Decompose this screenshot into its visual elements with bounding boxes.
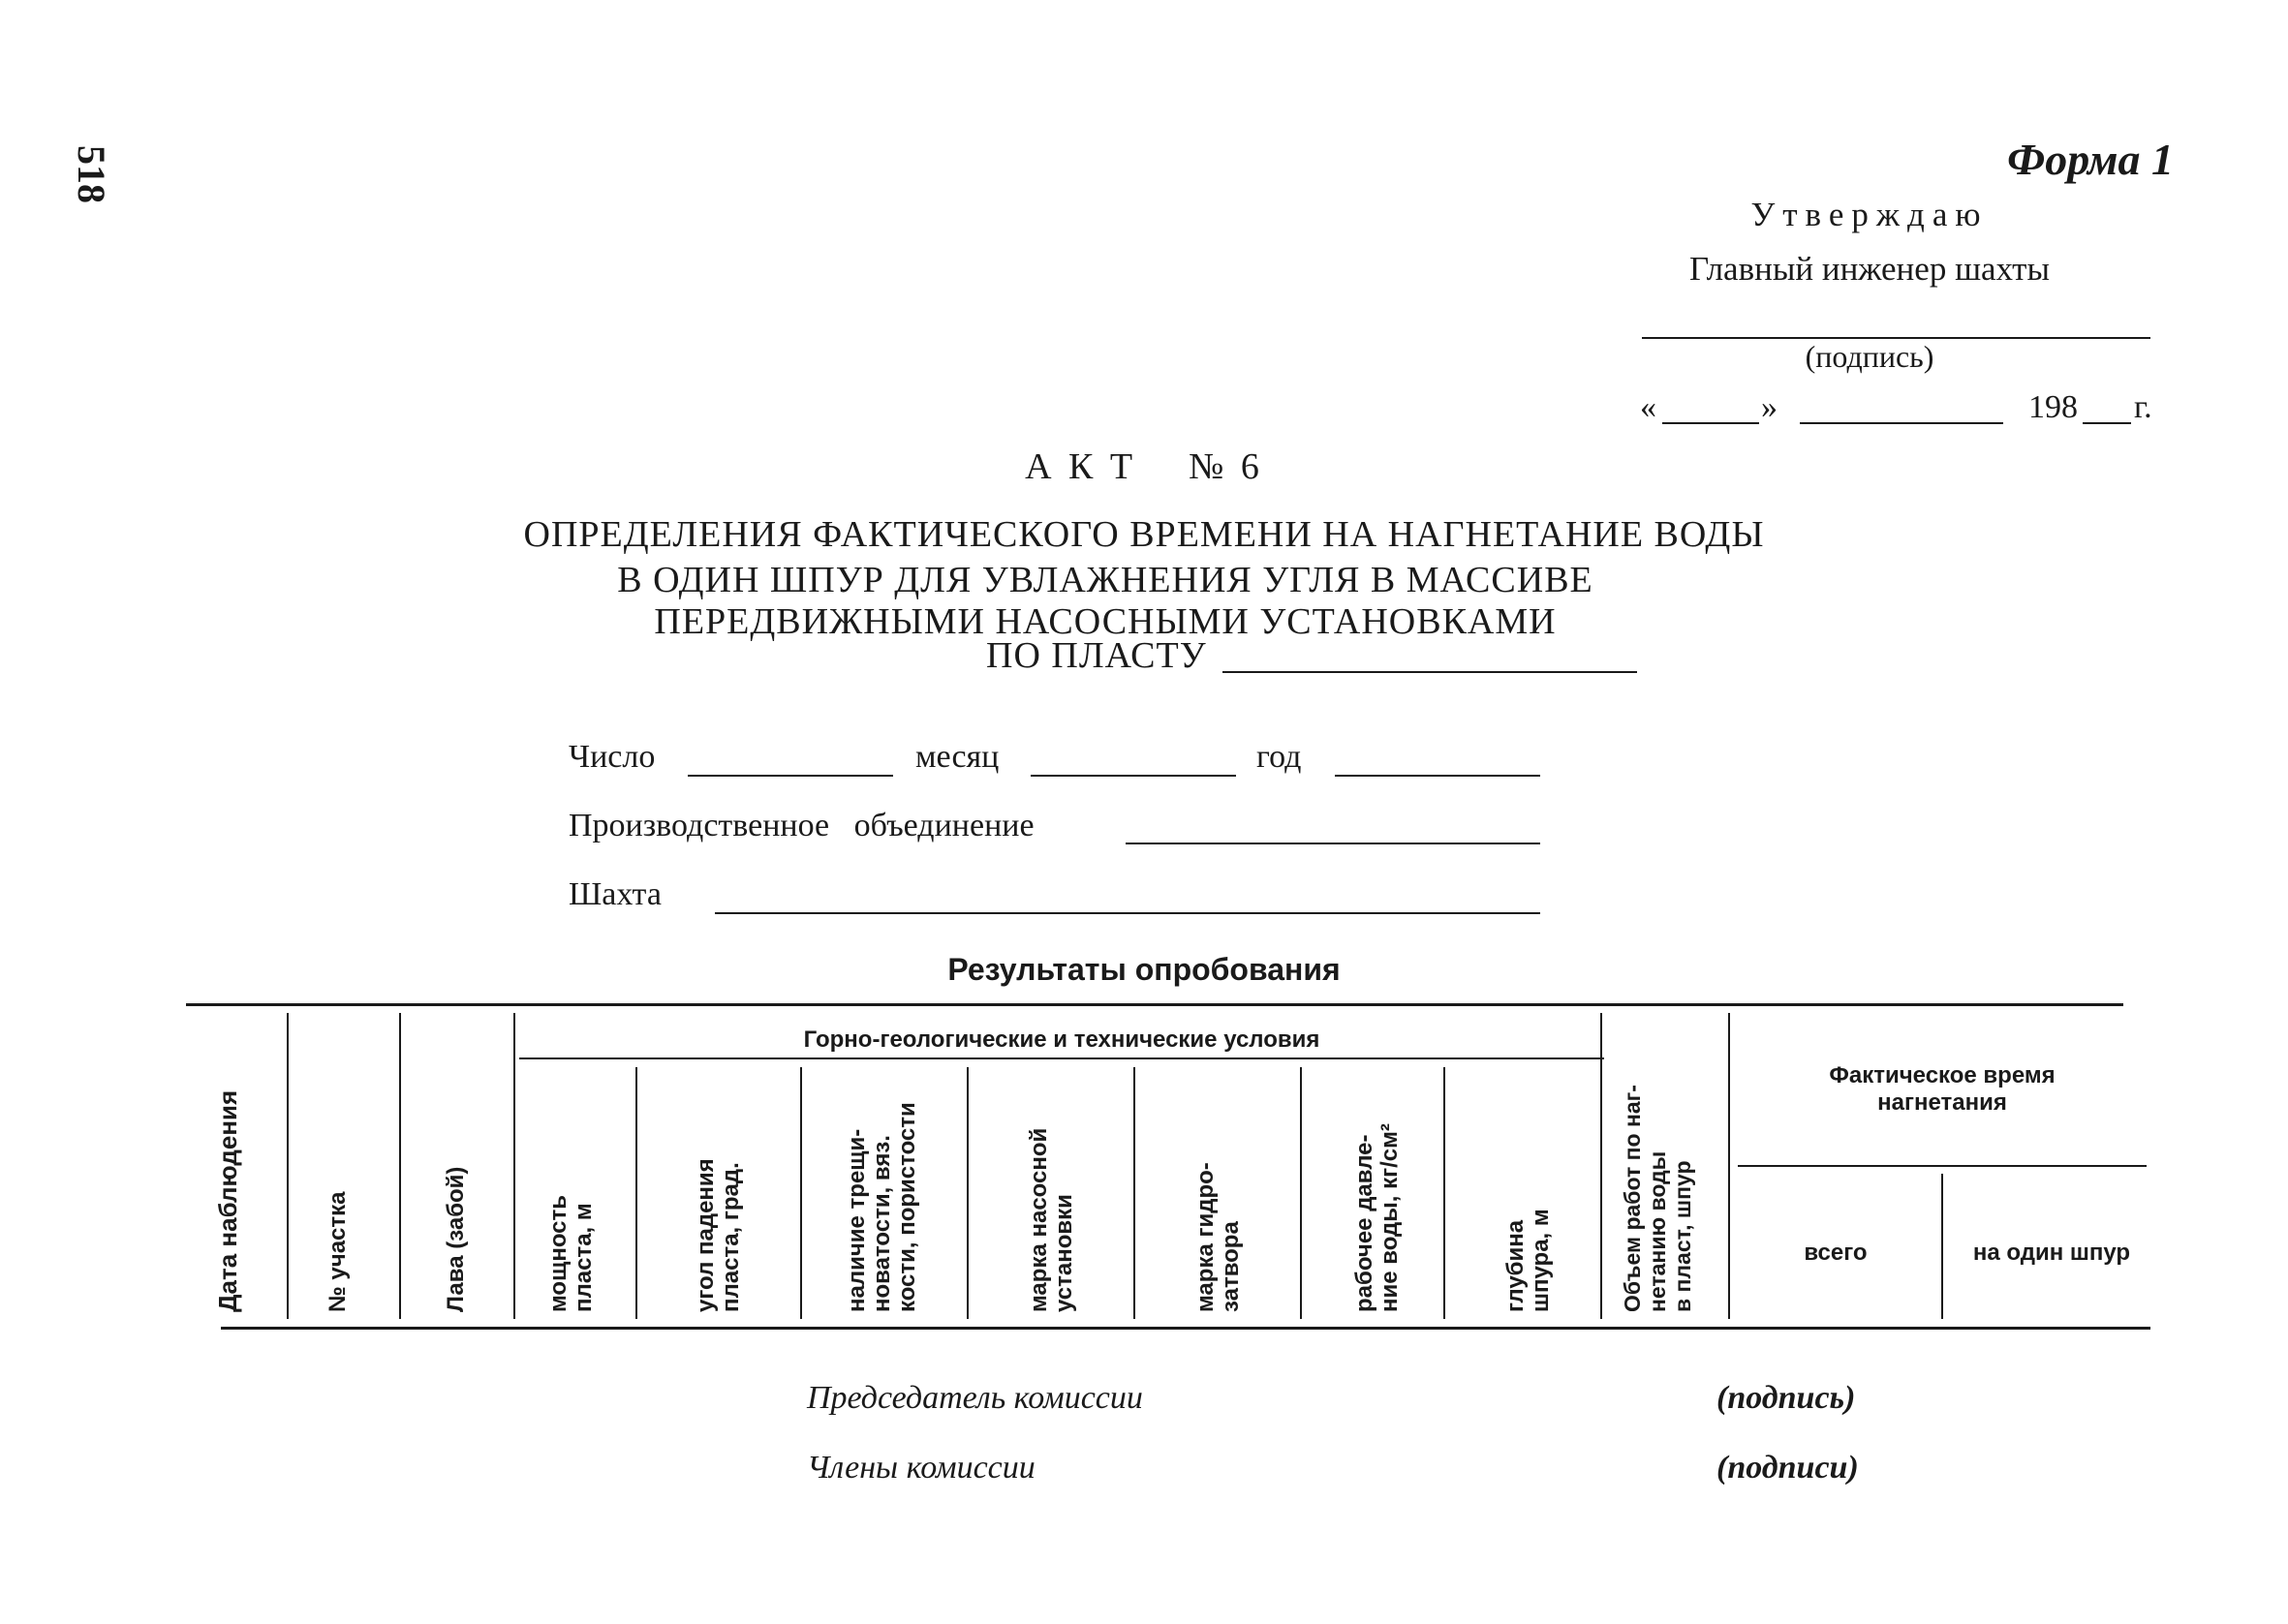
- table-bottom-rule: [221, 1327, 2150, 1330]
- results-title: Результаты опробования: [947, 952, 1341, 987]
- approval-heading: Утверждаю: [1750, 196, 1989, 233]
- col-header-fracturing: наличие трещи- новатости, вяз. кости, пористости: [844, 1102, 920, 1312]
- col-divider: [1133, 1067, 1135, 1319]
- act-heading-line-2: В ОДИН ШПУР ДЛЯ УВЛАЖНЕНИЯ УГЛЯ В МАССИВЕ: [617, 560, 1593, 600]
- col-divider: [800, 1067, 802, 1319]
- col-header-pump-model: марка насосной установки: [1026, 1127, 1077, 1312]
- chair-label: Председатель комиссии: [807, 1380, 1143, 1416]
- date-day-line: [1662, 422, 1759, 424]
- sub-header-total: всего: [1804, 1240, 1868, 1266]
- signature-caption: (подпись): [1805, 339, 1934, 374]
- date-close-quote: »: [1761, 389, 1778, 425]
- day-line: [688, 775, 893, 777]
- act-heading-line-4: ПО ПЛАСТУ: [986, 635, 1207, 676]
- members-signature: (подписи): [1716, 1450, 1859, 1486]
- association-line: [1126, 843, 1540, 844]
- col-divider: [1941, 1174, 1943, 1319]
- group-header: Горно-геологические и технические условия: [803, 1026, 1320, 1053]
- page-number: 518: [70, 145, 113, 203]
- time-header: Фактическое время нагнетания: [1829, 1062, 2056, 1116]
- chair-signature: (подпись): [1716, 1380, 1856, 1416]
- year-label: год: [1256, 739, 1302, 775]
- col-header-hole-depth: глубина шпура, м: [1502, 1209, 1554, 1312]
- act-title: А К Т № 6: [1025, 446, 1263, 487]
- month-label: месяц: [915, 739, 1000, 775]
- act-heading-line-1: ОПРЕДЕЛЕНИЯ ФАКТИЧЕСКОГО ВРЕМЕНИ НА НАГНЕТАНИЕ ВОДЫ: [523, 514, 1765, 555]
- time-header-rule: [1738, 1165, 2147, 1167]
- form-label: Форма 1: [2007, 135, 2174, 184]
- approval-position: Главный инженер шахты: [1688, 250, 2050, 288]
- date-year-suffix: г.: [2134, 389, 2152, 425]
- mine-line: [715, 912, 1540, 914]
- col-header-seam-thickness: мощность пласта, м: [545, 1194, 597, 1312]
- seam-line: [1222, 671, 1637, 673]
- col-divider: [635, 1067, 637, 1319]
- col-divider: [1300, 1067, 1302, 1319]
- group-header-rule: [519, 1057, 1604, 1059]
- day-label: Число: [569, 739, 656, 775]
- col-divider: [1600, 1013, 1602, 1319]
- col-header-longwall: Лава (забой): [443, 1166, 469, 1312]
- col-divider: [1728, 1013, 1730, 1319]
- mine-label: Шахта: [569, 876, 662, 912]
- col-divider: [967, 1067, 969, 1319]
- year-line: [1335, 775, 1540, 777]
- col-header-section: № участка: [325, 1191, 351, 1312]
- col-header-hydro-seal: марка гидро- затвора: [1192, 1162, 1244, 1312]
- date-year-line: [2083, 422, 2131, 424]
- col-header-date: Дата наблюдения: [213, 1089, 242, 1312]
- date-year-prefix: 198: [2028, 389, 2078, 425]
- members-label: Члены комиссии: [807, 1450, 1036, 1486]
- col-divider: [287, 1013, 289, 1319]
- col-header-dip-angle: угол падения пласта, град.: [693, 1158, 744, 1312]
- association-label: Производственное объединение: [569, 808, 1035, 843]
- date-open-quote: «: [1640, 389, 1656, 425]
- sub-header-per-hole: на один шпур: [1972, 1240, 2131, 1266]
- col-header-work-volume: Объем работ по наг- нетанию воды в пласт, шпур: [1620, 1085, 1695, 1312]
- col-divider: [399, 1013, 401, 1319]
- col-divider: [513, 1013, 515, 1319]
- date-month-line: [1800, 422, 2003, 424]
- act-heading-line-3: ПЕРЕДВИЖНЫМИ НАСОСНЫМИ УСТАНОВКАМИ: [654, 601, 1557, 642]
- month-line: [1031, 775, 1236, 777]
- col-header-water-pressure: рабочее давле- ние воды, кг/см²: [1351, 1123, 1403, 1312]
- col-divider: [1443, 1067, 1445, 1319]
- table-top-rule: [186, 1003, 2123, 1006]
